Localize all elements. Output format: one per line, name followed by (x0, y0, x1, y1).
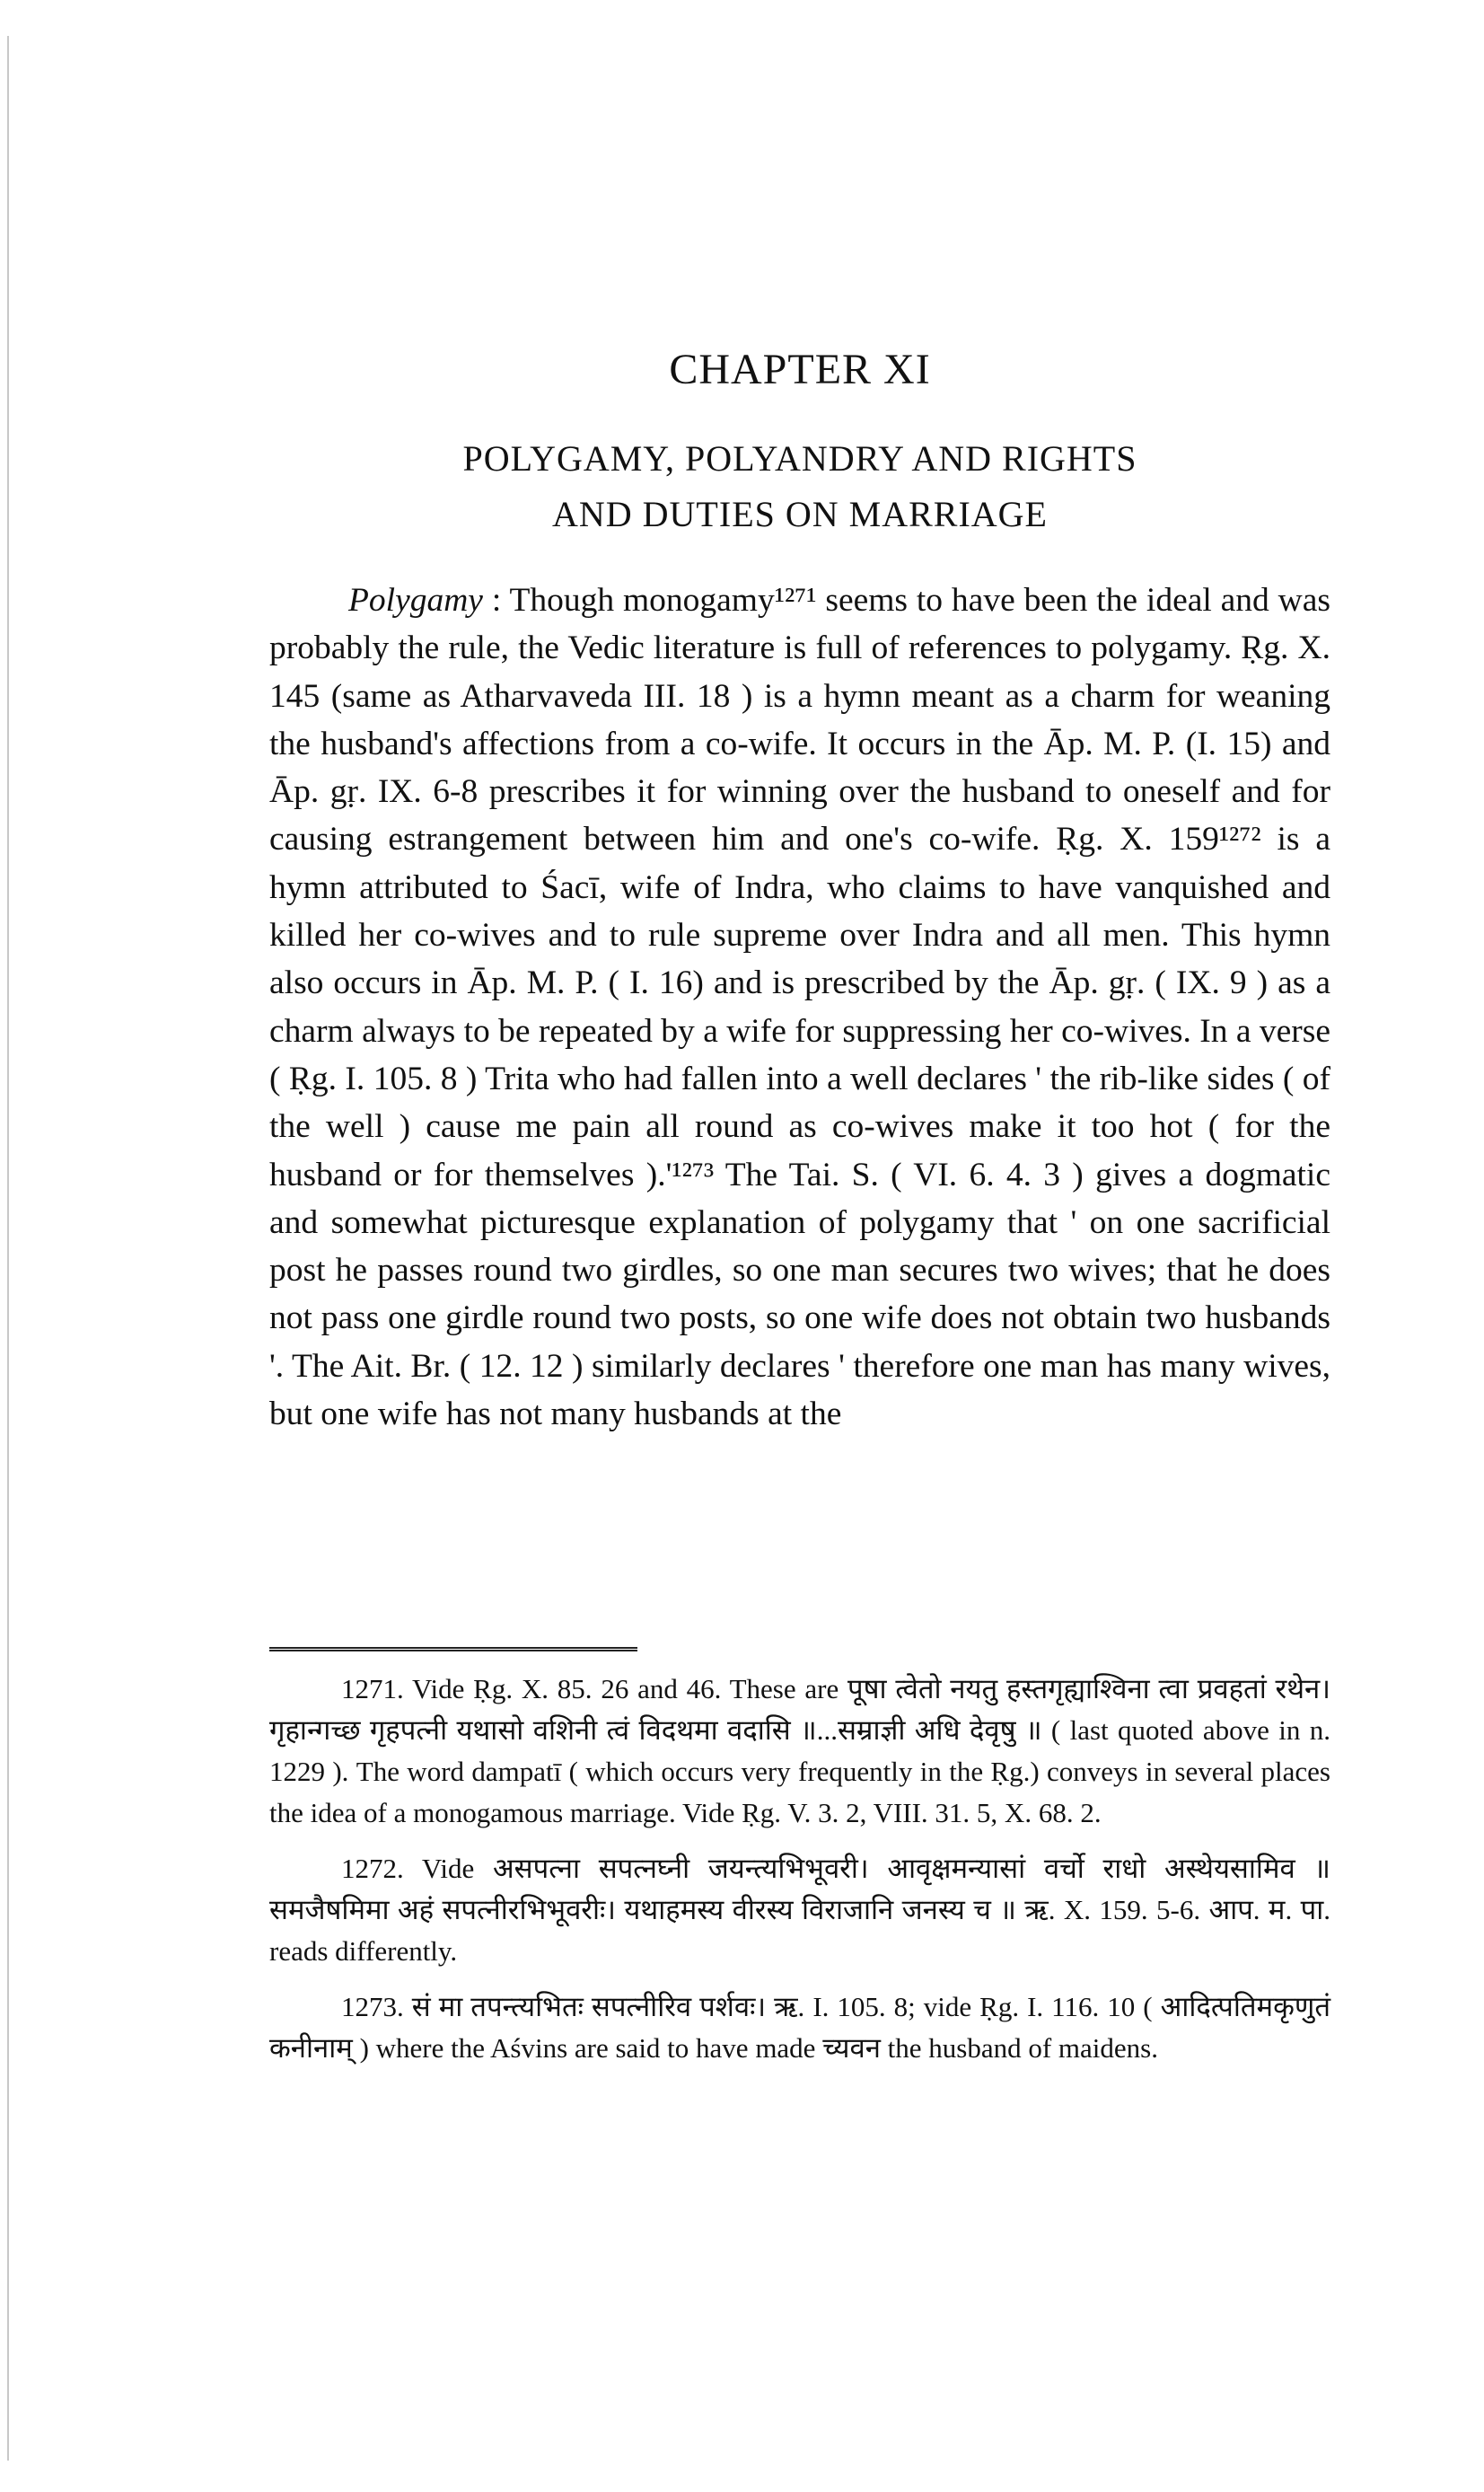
subtitle-line-2: AND DUTIES ON MARRIAGE (552, 494, 1048, 534)
paragraph-lead: Polygamy (348, 582, 483, 619)
footnote-1272: 1272. Vide असपत्ना सपत्नघ्नी जयन्त्यभिभूवरी। आवृक्षमन्यासां वर्चो राधो अस्थेयसामिव ॥ समजैषमिमा अहं सपत्नीरभिभूवरीः। यथाहमस्य वीरस्य विराजानि जनस्य च ॥ ऋ. X. 159. 5-6. आप. म. पा. reads differently. (269, 1853, 1330, 1967)
footnote-rule (269, 1647, 637, 1651)
page-edge-line (7, 36, 9, 2461)
chapter-subtitle (269, 431, 1330, 542)
footnotes (269, 1669, 1330, 2083)
footnote-1271: 1271. Vide Ṛg. X. 85. 26 and 46. These are पूषा त्वेतो नयतु हस्तगृह्याश्विना त्वा प्रवहतां रथेन। गृहान्गच्छ गृहपत्नी यथासो वशिनी त्वं विदथमा वदासि ॥...सम्राज्ञी अधि देवृषु ॥ ( last quoted above in n. 1229 ). The word dampatī ( which occurs very frequently in the Ṛg.) conveys in several places the idea of a monogamous marriage. Vide Ṛg. V. 3. 2, VIII. 31. 5, X. 68. 2. (269, 1673, 1330, 1828)
chapter-heading: CHAPTER XI (669, 346, 931, 393)
paragraph-text: : Though monogamy¹²⁷¹ seems to have been the ideal and was probably the rule, the Vedic literature is full of references to polygamy. Ṛg. X. 145 (same as Atharvaveda III. 18 ) is a hymn meant as a charm for weaning the husband's affections from a co-wife. It occurs in the Āp. M. P. (I. 15) and Āp. gṛ. IX. 6-8 prescribes it for winning over the husband to oneself and for causing estrangement between him and one's co-wife. Ṛg. X. 159¹²⁷² is a hymn attributed to Śacī, wife of Indra, who claims to have vanquished and killed her co-wives and to rule supreme over Indra and all men. This hymn also occurs in Āp. M. P. ( I. 16) and is prescribed by the Āp. gṛ. ( IX. 9 ) as a charm always to be repeated by a wife for suppressing her co-wives. In a verse ( Ṛg. I. 105. 8 ) Trita who had fallen into a well declares ' the rib-like sides ( of the well ) cause me pain all round as co-wives make it too hot ( for the husband or for themselves ).'¹²⁷³ The Tai. S. ( VI. 6. 4. 3 ) gives a dogmatic and somewhat picturesque explanation of polygamy that ' on one sacrificial post he passes round two girdles, so one man secures two wives; that he does not pass one girdle round two posts, so one wife does not obtain two husbands '. The Ait. Br. ( 12. 12 ) similarly declares ' therefore one man has many wives, but one wife has not many husbands at the (269, 582, 1330, 1433)
body-paragraph (269, 577, 1330, 1438)
footnote-1273: 1273. सं मा तपन्त्यभितः सपत्नीरिव पर्शवः। ऋ. I. 105. 8; vide Ṛg. I. 116. 10 ( आदित्पतिमकृणुतं कनीनाम् ) where the Aśvins are said to have made च्यवन the husband of maidens. (269, 1991, 1330, 2064)
subtitle-line-1: POLYGAMY, POLYANDRY AND RIGHTS (462, 438, 1137, 479)
